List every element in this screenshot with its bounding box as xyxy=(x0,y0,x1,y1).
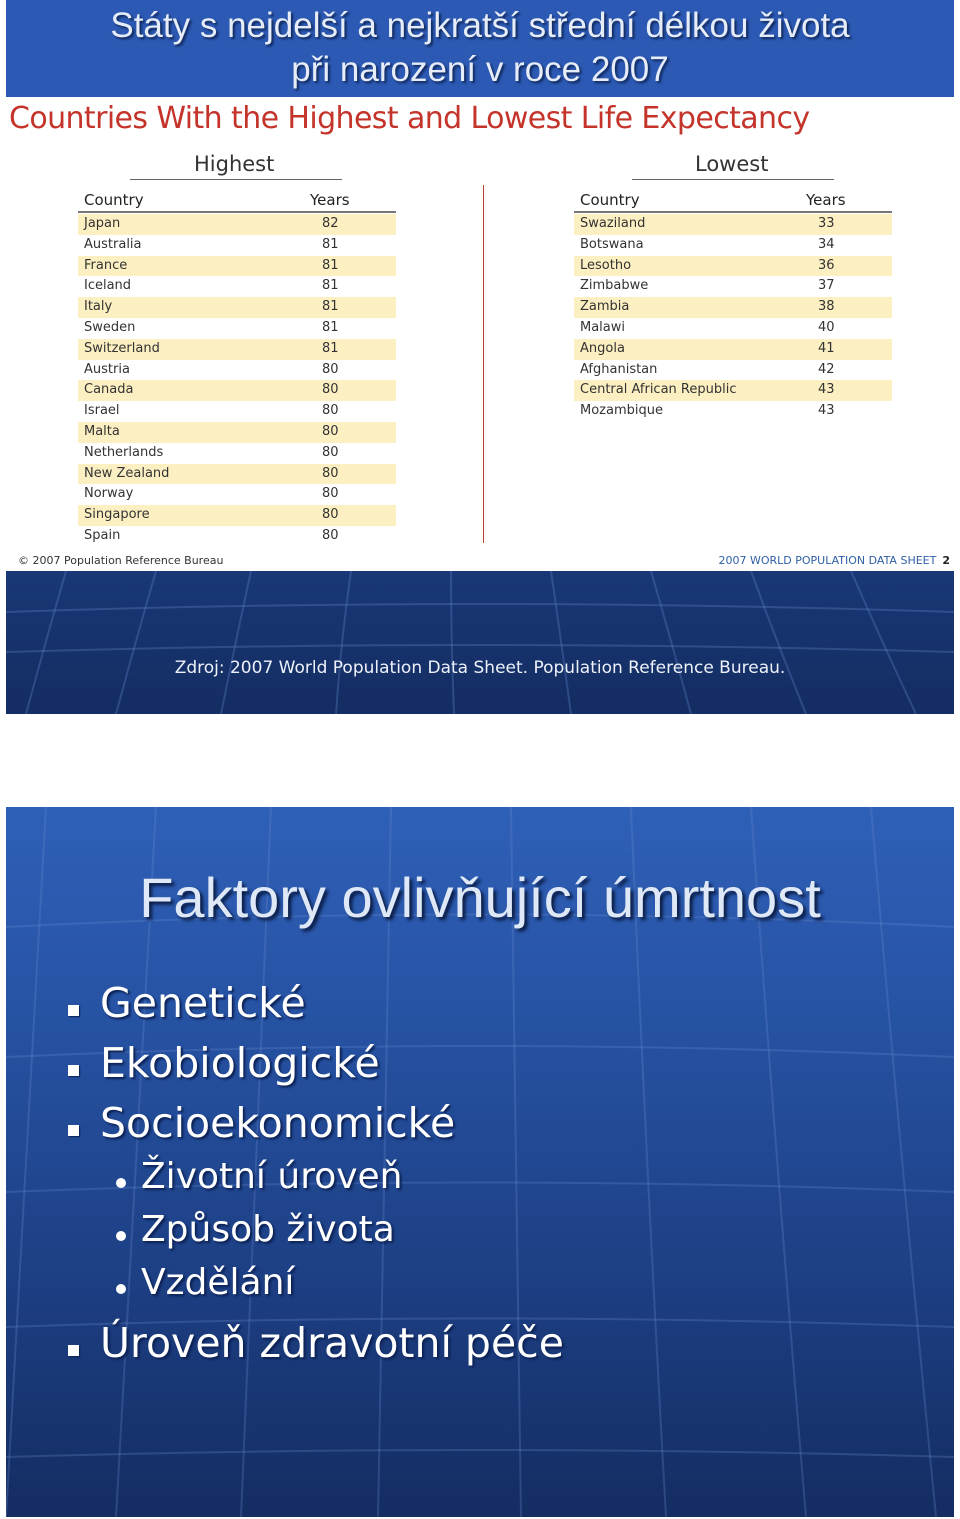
table-row xyxy=(78,276,396,297)
country-cell: New Zealand xyxy=(84,465,170,481)
years-cell: 42 xyxy=(818,361,835,377)
bullet-ecobiological: Ekobiologické xyxy=(100,1039,380,1087)
lowest-country-header: Country xyxy=(580,191,640,209)
table-row xyxy=(574,214,892,235)
source-citation: Zdroj: 2007 World Population Data Sheet. Population Reference Bureau. xyxy=(174,658,786,678)
bullet-healthcare-level: Úroveň zdravotní péče xyxy=(100,1319,564,1367)
table-row xyxy=(78,339,396,360)
years-cell: 82 xyxy=(322,216,339,231)
years-cell: 81 xyxy=(322,320,339,335)
highest-header-rule xyxy=(78,211,396,213)
table-row xyxy=(574,276,892,297)
country-cell: Malawi xyxy=(580,320,626,335)
table-row xyxy=(574,339,892,360)
table-row xyxy=(78,443,396,464)
lowest-panel-title: Lowest xyxy=(695,152,769,176)
years-cell: 81 xyxy=(322,236,339,252)
slide-1-title-line-1: Státy s nejdelší a nejkratší střední délkou života xyxy=(110,6,850,45)
country-cell: Afghanistan xyxy=(580,361,658,377)
years-cell: 80 xyxy=(322,382,339,398)
years-cell: 80 xyxy=(322,361,339,377)
country-cell: Israel xyxy=(84,403,120,419)
table-row xyxy=(78,318,396,339)
country-cell: France xyxy=(84,257,128,273)
table-row xyxy=(78,526,396,547)
years-cell: 81 xyxy=(322,257,339,273)
country-cell: Japan xyxy=(84,216,121,231)
bullet-square xyxy=(68,1345,79,1356)
lowest-title-rule xyxy=(632,179,834,180)
figure-title: Countries With the Highest and Lowest Life Expectancy xyxy=(9,101,810,136)
page-number: 2 xyxy=(942,554,950,567)
data-sheet-name: 2007 WORLD POPULATION DATA SHEET xyxy=(718,554,937,567)
years-cell: 80 xyxy=(322,528,339,543)
years-cell: 38 xyxy=(818,299,835,315)
table-row xyxy=(78,401,396,422)
sub-bullet-living-standard: Životní úroveň xyxy=(141,1156,403,1197)
years-cell: 80 xyxy=(322,444,339,460)
years-cell: 81 xyxy=(322,299,339,315)
lowest-years-header: Years xyxy=(806,191,846,209)
highest-country-header: Country xyxy=(84,191,144,209)
country-cell: Sweden xyxy=(84,320,136,335)
bullet-socioeconomic: Socioekonomické xyxy=(100,1099,456,1147)
years-cell: 80 xyxy=(322,424,339,439)
country-cell: Canada xyxy=(84,382,134,398)
country-cell: Netherlands xyxy=(84,444,164,460)
sub-bullet-education: Vzdělání xyxy=(141,1262,295,1303)
table-row xyxy=(78,484,396,505)
table-row xyxy=(78,235,396,256)
sub-bullet-lifestyle: Způsob života xyxy=(141,1209,395,1250)
country-cell: Austria xyxy=(84,361,130,377)
years-cell: 34 xyxy=(818,236,835,252)
slide-1-title-bar xyxy=(6,0,954,97)
country-cell: Zimbabwe xyxy=(580,278,649,294)
country-cell: Norway xyxy=(84,486,134,502)
years-cell: 43 xyxy=(818,403,835,419)
years-cell: 81 xyxy=(322,340,339,356)
years-cell: 80 xyxy=(322,507,339,523)
sub-bullet-dot xyxy=(116,1178,126,1188)
country-cell: Italy xyxy=(84,299,113,315)
years-cell: 37 xyxy=(818,278,835,294)
country-cell: Malta xyxy=(84,424,120,439)
panel-divider xyxy=(483,185,484,543)
country-cell: Zambia xyxy=(580,299,630,315)
table-row xyxy=(574,380,892,401)
slide-2 xyxy=(6,807,954,1517)
years-cell: 33 xyxy=(818,216,835,231)
bullet-square xyxy=(68,1065,79,1076)
table-row xyxy=(574,318,892,339)
country-cell: Angola xyxy=(580,340,625,356)
years-cell: 36 xyxy=(818,257,835,273)
table-row xyxy=(78,214,396,235)
table-row xyxy=(574,401,892,422)
table-row xyxy=(78,422,396,443)
bullet-square xyxy=(68,1125,79,1136)
sub-bullet-dot xyxy=(116,1284,126,1294)
table-row xyxy=(574,297,892,318)
table-row xyxy=(574,235,892,256)
copyright-text: © 2007 Population Reference Bureau xyxy=(18,554,224,567)
bullet-square xyxy=(68,1005,79,1016)
country-cell: Botswana xyxy=(580,236,644,252)
years-cell: 81 xyxy=(322,278,339,294)
years-cell: 43 xyxy=(818,382,835,398)
table-row xyxy=(78,297,396,318)
table-row xyxy=(78,256,396,277)
country-cell: Australia xyxy=(84,236,142,252)
country-cell: Mozambique xyxy=(580,403,663,419)
slide-1-title-line-2: při narození v roce 2007 xyxy=(291,50,669,89)
table-row xyxy=(78,380,396,401)
years-cell: 80 xyxy=(322,403,339,419)
slide-1 xyxy=(6,0,954,714)
country-cell: Iceland xyxy=(84,278,132,294)
country-cell: Singapore xyxy=(84,507,150,523)
country-cell: Swaziland xyxy=(580,216,646,231)
table-row xyxy=(78,464,396,485)
life-expectancy-figure xyxy=(6,97,954,571)
table-row xyxy=(78,505,396,526)
years-cell: 41 xyxy=(818,340,835,356)
sub-bullet-dot xyxy=(116,1231,126,1241)
slide-2-title: Faktory ovlivňující úmrtnost xyxy=(139,866,821,929)
table-row xyxy=(574,256,892,277)
table-row xyxy=(78,360,396,381)
country-cell: Spain xyxy=(84,528,121,543)
lowest-header-rule xyxy=(574,211,892,213)
bullet-genetic: Genetické xyxy=(100,979,306,1027)
country-cell: Switzerland xyxy=(84,340,160,356)
years-cell: 40 xyxy=(818,320,835,335)
highest-years-header: Years xyxy=(310,191,350,209)
highest-panel-title: Highest xyxy=(194,152,275,176)
highest-title-rule xyxy=(130,179,342,180)
data-sheet-label xyxy=(718,554,950,567)
country-cell: Lesotho xyxy=(580,257,632,273)
years-cell: 80 xyxy=(322,486,339,502)
table-row xyxy=(574,360,892,381)
years-cell: 80 xyxy=(322,465,339,481)
country-cell: Central African Republic xyxy=(580,382,737,398)
